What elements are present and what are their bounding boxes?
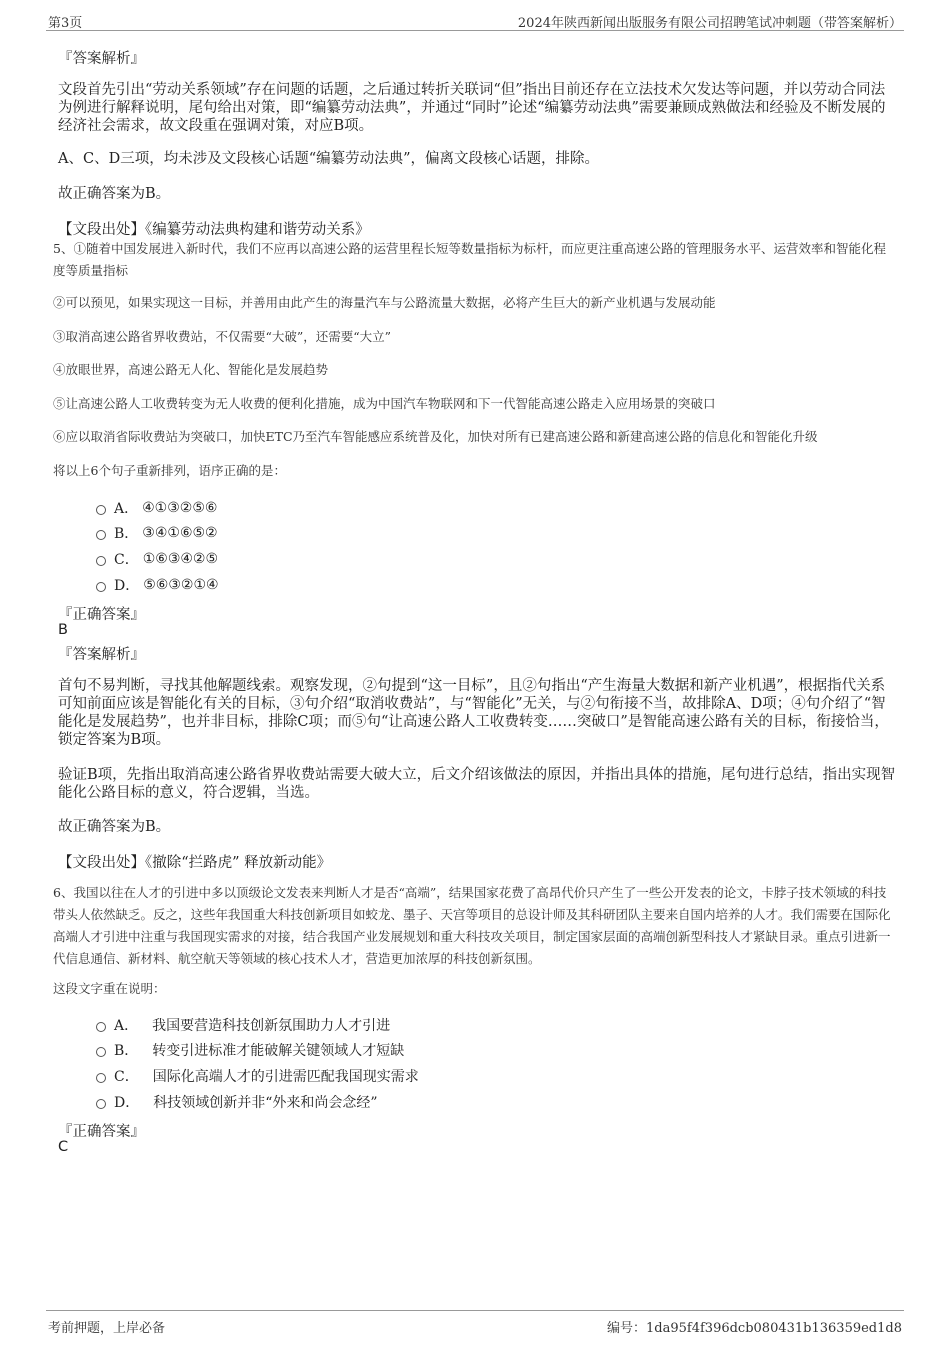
correct-answer: C xyxy=(58,1139,69,1155)
radio-button-icon[interactable] xyxy=(96,1047,106,1057)
radio-button-icon[interactable] xyxy=(96,1099,106,1109)
radio-button-icon[interactable] xyxy=(96,582,106,592)
analysis-paragraph: 文段首先引出“劳动关系领域”存在问题的话题，之后通过转折关联词“但”指出目前还存在立法技术欠发达等问题，并以劳动合同法为例进行解释说明，尾句给出对策，即“编纂劳动法典”，并通过“同时”论述“编纂劳动法典”需要兼顾成熟做法和经验及不断发展的经济社会需求，故文段重在强调对策，对应B项。 xyxy=(58,82,886,134)
analysis-label: 『答案解析』 xyxy=(58,51,145,67)
question-sentence: ④放眼世界，高速公路无人化、智能化是发展趋势 xyxy=(53,362,329,377)
question-sentence: ②可以预见，如果实现这一目标，并善用由此产生的海量汽车与公路流量大数据，必将产生巨大的新产业机遇与发展动能 xyxy=(53,295,716,310)
question-sentence: ⑥应以取消省际收费站为突破口，加快ETC乃至汽车智能感应系统普及化，加快对所有已建高速公路和新建高速公路的信息化和智能化升级 xyxy=(53,429,818,444)
page-footer xyxy=(46,1310,904,1335)
footer-slogan: 考前押题，上岸必备 xyxy=(48,1321,166,1336)
correct-answer: B xyxy=(58,622,68,638)
option-d[interactable]: D． 科技领域创新并非“外来和尚会念经” xyxy=(96,1092,378,1112)
radio-button-icon[interactable] xyxy=(96,556,106,566)
option-a[interactable]: A． ④①③②⑤⑥ xyxy=(96,498,217,518)
correct-answer-label: 『正确答案』 xyxy=(58,607,145,623)
radio-button-icon[interactable] xyxy=(96,505,106,515)
option-c[interactable]: C． 国际化高端人才的引进需匹配我国现实需求 xyxy=(96,1066,419,1086)
analysis-paragraph: 首句不易判断，寻找其他解题线索。观察发现，②句提到“这一目标”，且②句指出“产生海量大数据和新产业机遇”，根据指代关系可知前面应该是智能化有关的目标，③句介绍“取消收费站”，与“智能化”无关，与②句衔接不当，故排除A、D项；④句介绍了“智能化是发展趋势”，也并非目标，排除C项；而⑤句“让高速公路人工收费转变……突破口”是智能高速公路有关的目标，衔接恰当，锁定答案为B项。 xyxy=(58,678,889,748)
analysis-paragraph: 故正确答案为B。 xyxy=(58,186,171,202)
document-title: 2024年陕西新闻出版服务有限公司招聘笔试冲刺题（带答案解析） xyxy=(517,16,902,31)
source-citation: 【文段出处】《编纂劳动法典构建和谐劳动关系》 xyxy=(58,222,370,238)
option-d[interactable]: D． ⑤⑥③②①④ xyxy=(96,575,219,595)
document-id: 编号：1da95f4f396dcb080431b136359ed1d8 xyxy=(607,1321,902,1336)
analysis-paragraph: 故正确答案为B。 xyxy=(58,819,171,835)
question-sentence: ⑤让高速公路人工收费转变为无人收费的便利化措施，成为中国汽车物联网和下一代智能高速公路走入应用场景的突破口 xyxy=(53,396,716,411)
question-stem: 6、我国以往在人才的引进中多以顶级论文发表来判断人才是否“高端”，结果国家花费了高昂代价只产生了一些公开发表的论文，卡脖子技术领域的科技带头人依然缺乏。反之，这些年我国重大科技创新项目如蛟龙、墨子、天宫等项目的总设计师及其科研团队主要来自国内培养的人才。我们需要在国际化高端人才引进中注重与我国现实需求的对接，结合我国产业发展规划和重大科技攻关项目，制定国家层面的高端创新型科技人才紧缺目录。重点引进新一代信息通信、新材料、航空航天等领域的核心技术人才，营造更加浓厚的科技创新氛围。 xyxy=(53,885,891,966)
analysis-label: 『答案解析』 xyxy=(58,647,145,663)
radio-button-icon[interactable] xyxy=(96,530,106,540)
radio-button-icon[interactable] xyxy=(96,1022,106,1032)
page-header xyxy=(46,8,904,31)
analysis-paragraph: 验证B项，先指出取消高速公路省界收费站需要大破大立，后文介绍该做法的原因，并指出具体的措施，尾句进行总结，指出实现智能化公路目标的意义，符合逻辑，当选。 xyxy=(58,767,896,801)
correct-answer-label: 『正确答案』 xyxy=(58,1124,145,1140)
option-a[interactable]: A． 我国要营造科技创新氛围助力人才引进 xyxy=(96,1015,390,1035)
source-citation: 【文段出处】《撤除“拦路虎” 释放新动能》 xyxy=(58,855,332,871)
option-b[interactable]: B． ③④①⑥⑤② xyxy=(96,523,218,543)
question-prompt: 这段文字重在说明： xyxy=(53,981,166,996)
question-prompt: 将以上6个句子重新排列，语序正确的是： xyxy=(53,463,286,478)
radio-button-icon[interactable] xyxy=(96,1073,106,1083)
analysis-paragraph: A、C、D三项，均未涉及文段核心话题“编纂劳动法典”，偏离文段核心话题，排除。 xyxy=(58,151,600,167)
option-b[interactable]: B． 转变引进标准才能破解关键领域人才短缺 xyxy=(96,1040,404,1060)
question-sentence: 5、①随着中国发展进入新时代，我们不应再以高速公路的运营里程长短等数量指标为标杆，而应更注重高速公路的管理服务水平、运营效率和智能化程度等质量指标 xyxy=(53,241,886,278)
option-c[interactable]: C． ①⑥③④②⑤ xyxy=(96,549,218,569)
question-sentence: ③取消高速公路省界收费站，不仅需要“大破”，还需要“大立” xyxy=(53,329,392,344)
page-number: 第3页 xyxy=(48,16,83,31)
